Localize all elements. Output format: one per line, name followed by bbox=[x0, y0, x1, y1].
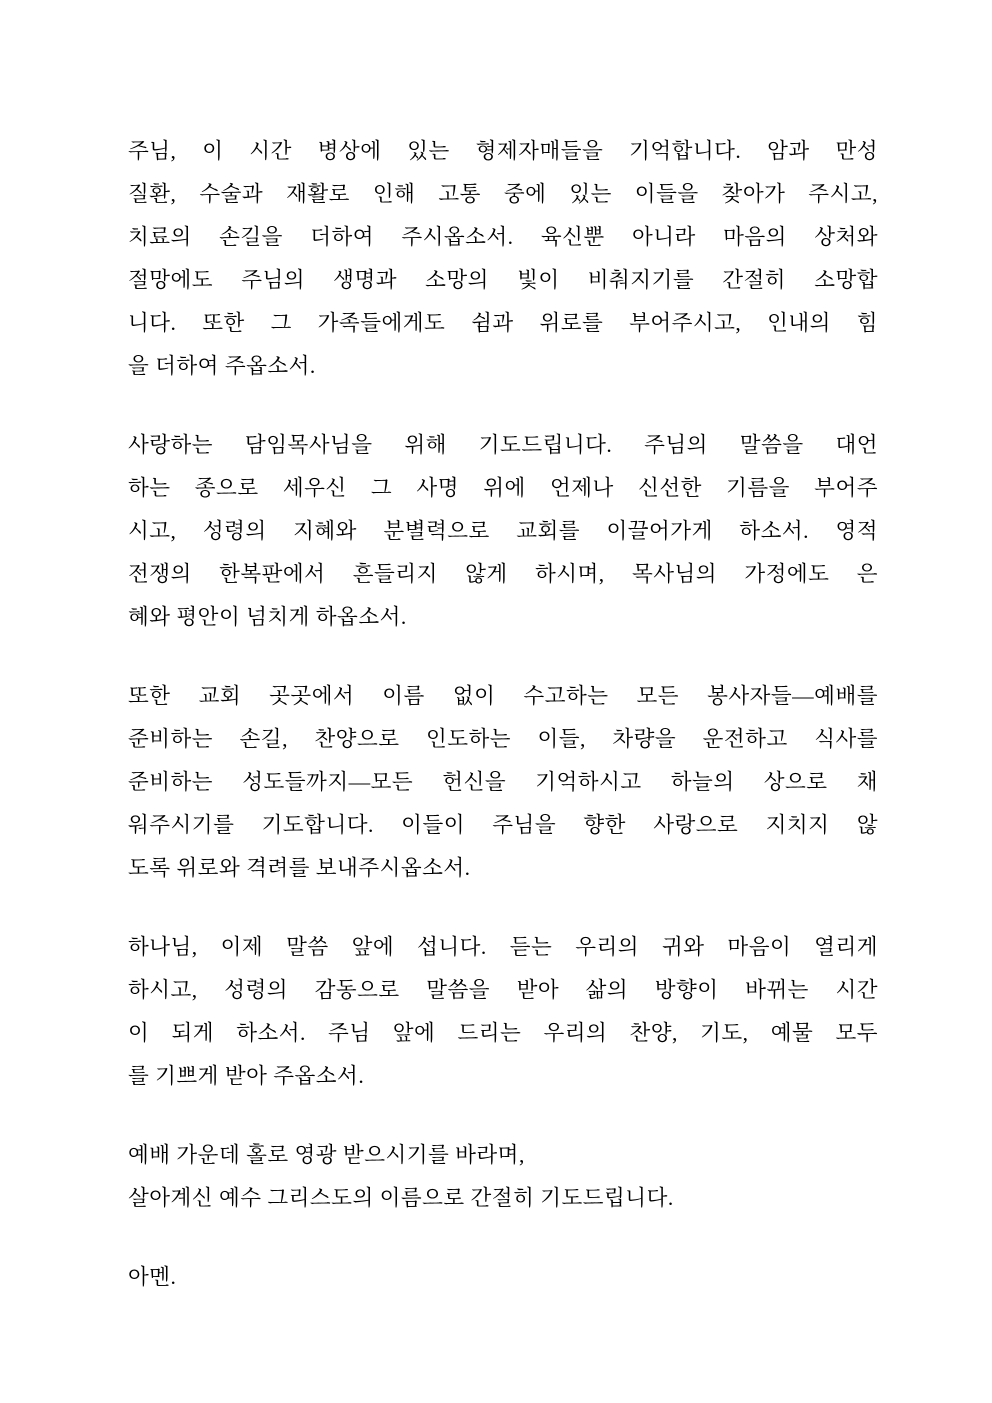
text-line: 예배 가운데 홀로 영광 받으시기를 바라며, bbox=[128, 1143, 525, 1167]
text-line: 을 더하여 주옵소서. bbox=[128, 354, 316, 378]
paragraph bbox=[128, 926, 878, 1098]
text-line: 아멘. bbox=[128, 1265, 177, 1289]
text-line: 니다. 또한 그 가족들에게도 쉼과 위로를 부어주시고, 인내의 힘 bbox=[128, 311, 878, 335]
text-line: 절망에도 주님의 생명과 소망의 빛이 비춰지기를 간절히 소망합 bbox=[128, 268, 878, 292]
text-line: 질환, 수술과 재활로 인해 고통 중에 있는 이들을 찾아가 주시고, bbox=[128, 182, 878, 206]
paragraph bbox=[128, 1256, 878, 1299]
text-line: 사랑하는 담임목사님을 위해 기도드립니다. 주님의 말씀을 대언 bbox=[128, 433, 878, 457]
text-line: 를 기쁘게 받아 주옵소서. bbox=[128, 1064, 365, 1088]
text-line: 하나님, 이제 말씀 앞에 섭니다. 듣는 우리의 귀와 마음이 열리게 bbox=[128, 935, 878, 959]
paragraph bbox=[128, 424, 878, 639]
text-line: 준비하는 손길, 찬양으로 인도하는 이들, 차량을 운전하고 식사를 bbox=[128, 727, 878, 751]
text-line: 하는 종으로 세우신 그 사명 위에 언제나 신선한 기름을 부어주 bbox=[128, 476, 878, 500]
document-body bbox=[128, 130, 878, 1299]
text-line: 전쟁의 한복판에서 흔들리지 않게 하시며, 목사님의 가정에도 은 bbox=[128, 562, 878, 586]
text-line: 혜와 평안이 넘치게 하옵소서. bbox=[128, 605, 407, 629]
text-line: 치료의 손길을 더하여 주시옵소서. 육신뿐 아니라 마음의 상처와 bbox=[128, 225, 878, 249]
text-line: 하시고, 성령의 감동으로 말씀을 받아 삶의 방향이 바뀌는 시간 bbox=[128, 978, 878, 1002]
paragraph bbox=[128, 1134, 878, 1220]
text-line: 또한 교회 곳곳에서 이름 없이 수고하는 모든 봉사자들―예배를 bbox=[128, 684, 878, 708]
text-line: 도록 위로와 격려를 보내주시옵소서. bbox=[128, 856, 471, 880]
text-line: 준비하는 성도들까지―모든 헌신을 기억하시고 하늘의 상으로 채 bbox=[128, 770, 878, 794]
text-line: 시고, 성령의 지혜와 분별력으로 교회를 이끌어가게 하소서. 영적 bbox=[128, 519, 878, 543]
paragraph bbox=[128, 675, 878, 890]
text-line: 워주시기를 기도합니다. 이들이 주님을 향한 사랑으로 지치지 않 bbox=[128, 813, 878, 837]
text-line: 주님, 이 시간 병상에 있는 형제자매들을 기억합니다. 암과 만성 bbox=[128, 139, 878, 163]
text-line: 이 되게 하소서. 주님 앞에 드리는 우리의 찬양, 기도, 예물 모두 bbox=[128, 1021, 878, 1045]
text-line: 살아계신 예수 그리스도의 이름으로 간절히 기도드립니다. bbox=[128, 1186, 674, 1210]
paragraph bbox=[128, 130, 878, 388]
